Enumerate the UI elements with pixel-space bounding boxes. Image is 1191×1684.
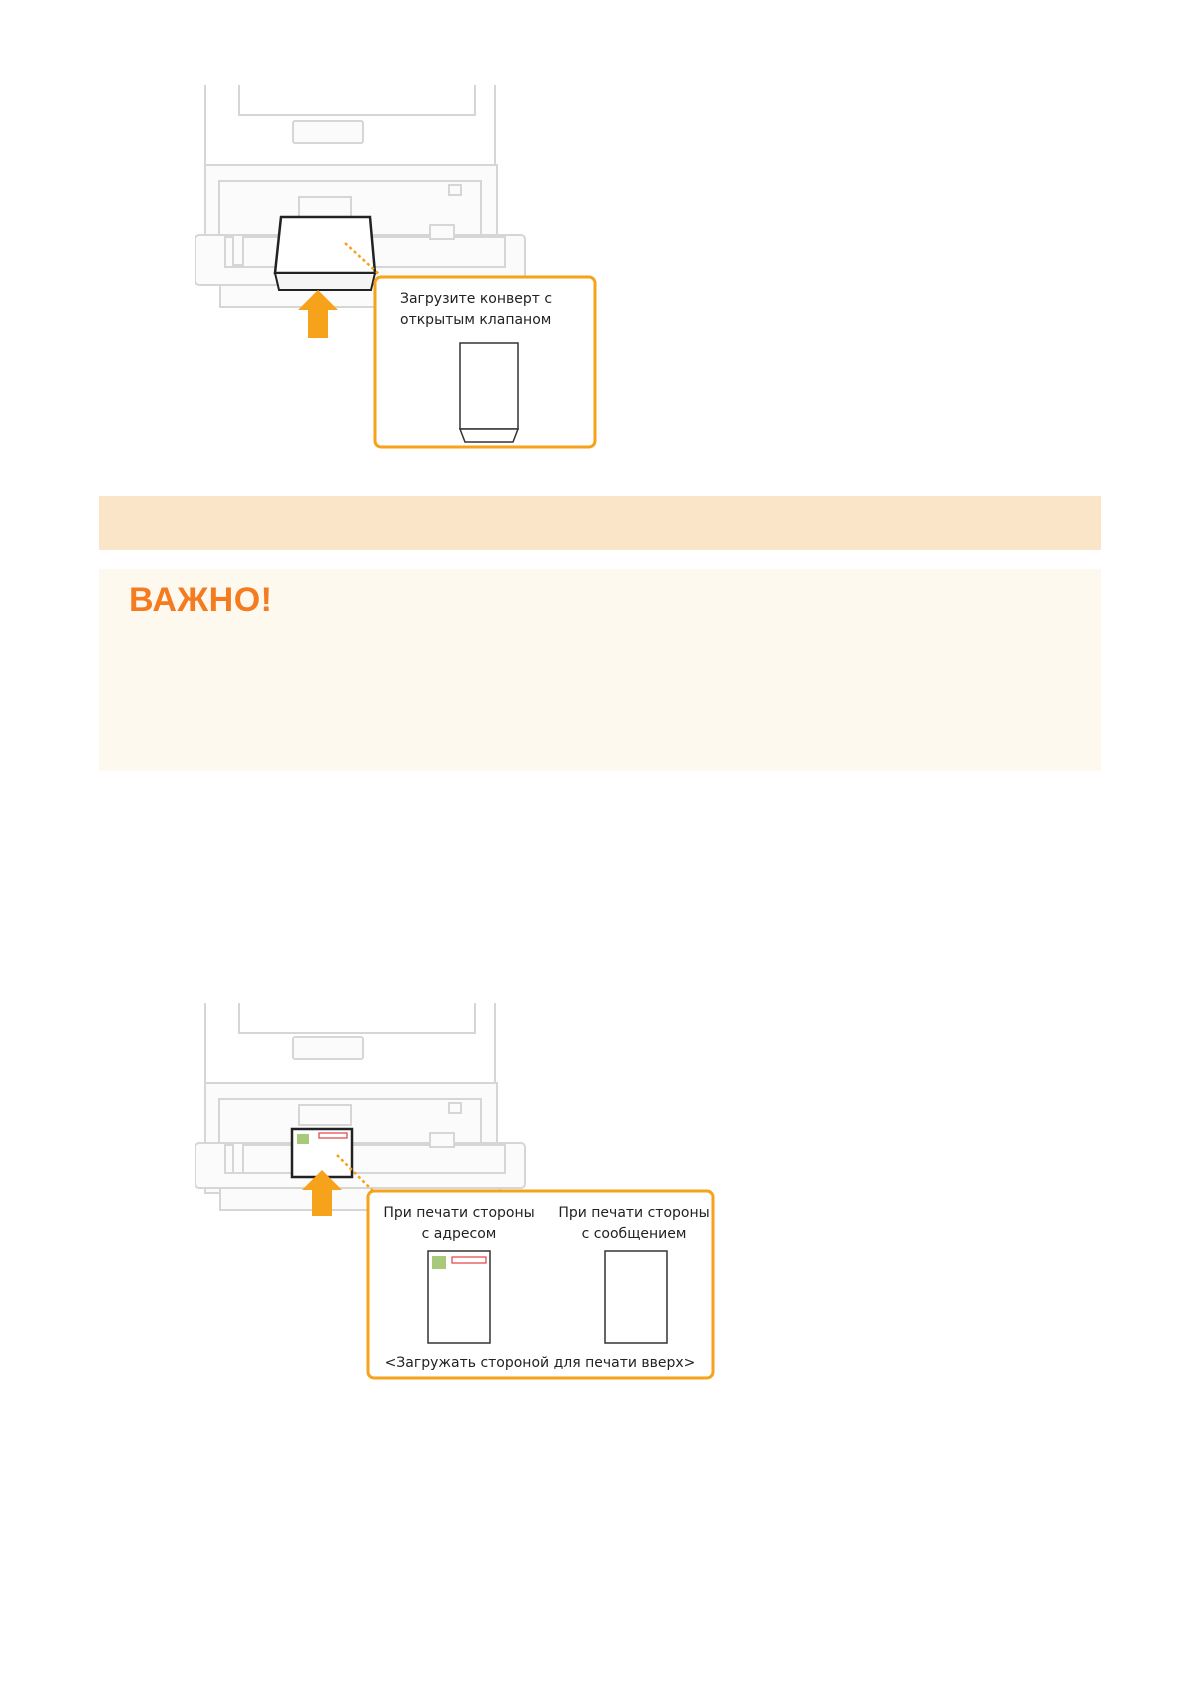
figure-print-side <box>195 1003 735 1383</box>
envelope-on-tray <box>292 1129 352 1177</box>
important-title: ВАЖНО! <box>129 581 273 619</box>
message-side-envelope-icon <box>605 1251 667 1343</box>
callout-line-2: открытым клапаном <box>400 312 552 328</box>
section-band <box>99 496 1101 550</box>
envelope-on-tray <box>275 217 375 290</box>
message-side-line-1: При печати стороны <box>558 1205 710 1221</box>
load-side-up-caption: <Загружать стороной для печати вверх> <box>384 1355 696 1371</box>
address-side-line-2: с адресом <box>421 1226 497 1242</box>
important-note <box>99 569 1101 771</box>
message-side-line-2: с сообщением <box>581 1226 687 1242</box>
printer-body <box>195 1003 525 1210</box>
printer-illustration-2 <box>195 1003 735 1383</box>
address-side-line-1: При печати стороны <box>383 1205 535 1221</box>
callout-line-1: Загрузите конверт с <box>400 291 553 307</box>
figure-envelope-open-flap <box>195 85 615 455</box>
open-flap-envelope-icon <box>460 343 518 442</box>
address-side-envelope-icon <box>428 1251 490 1343</box>
printer-illustration-1 <box>195 85 615 455</box>
